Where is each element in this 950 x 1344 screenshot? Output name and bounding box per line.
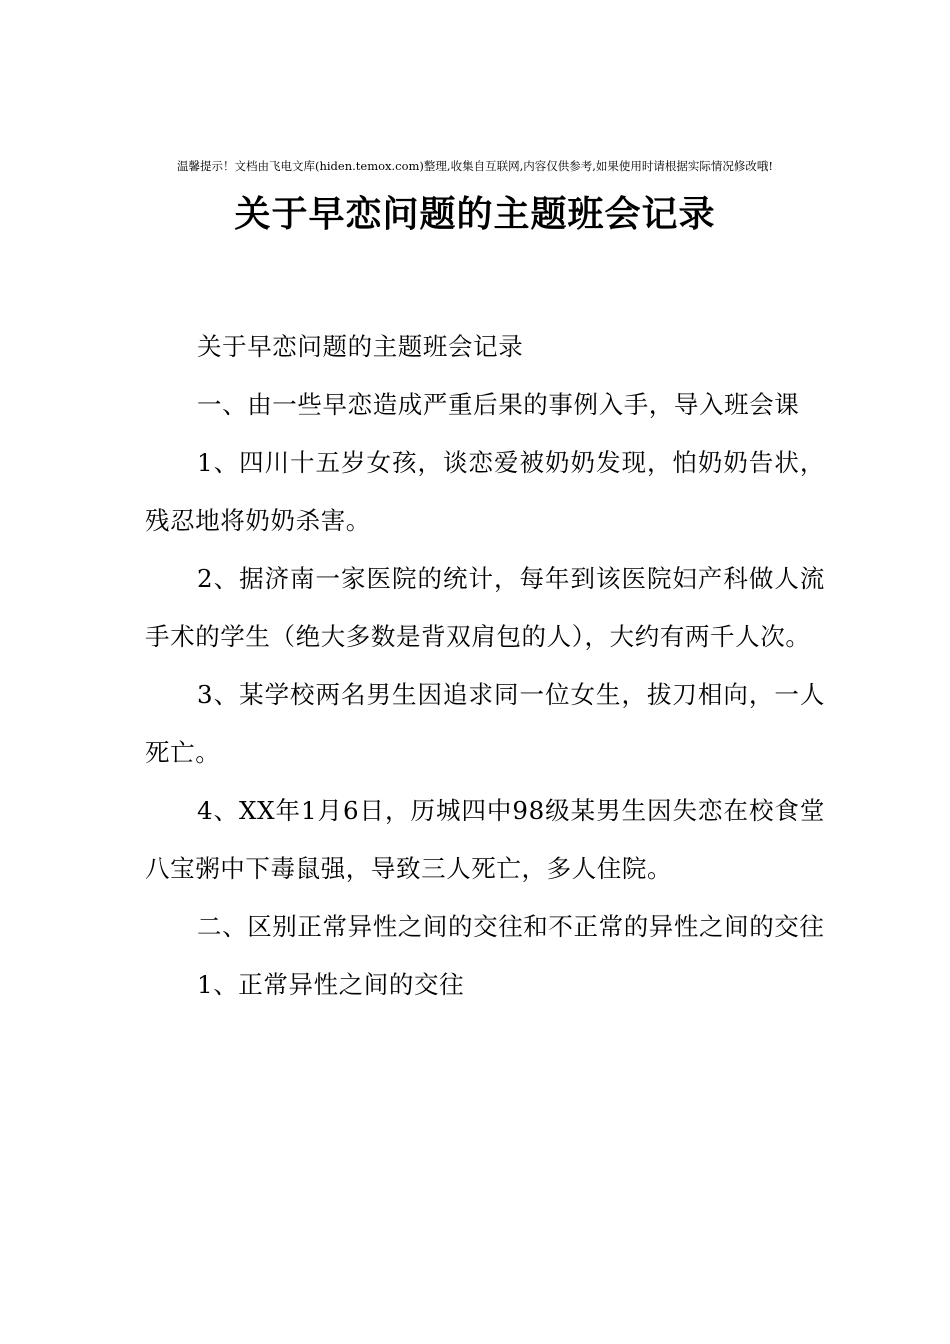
paragraph-item-1: 1、四川十五岁女孩，谈恋爱被奶奶发现，怕奶奶告状，残忍地将奶奶杀害。 [145, 448, 825, 535]
paragraph-subtitle: 关于早恋问题的主题班会记录 [197, 332, 524, 361]
paragraph-section-2: 二、区别正常异性之间的交往和不正常的异性之间的交往 [197, 912, 825, 941]
header-notice: 温馨提示！文档由飞电文库(hiden.temox.com)整理,收集自互联网,内容仅供参考,如果使用时请根据实际情况修改哦! [176, 159, 774, 173]
paragraph-section-1: 一、由一些早恋造成严重后果的事例入手，导入班会课 [197, 390, 800, 419]
paragraph-item-4: 4、XX年1月6日，历城四中98级某男生因失恋在校食堂八宝粥中下毒鼠强，导致三人死亡，多人住院。 [145, 796, 825, 883]
paragraph-item-2: 2、据济南一家医院的统计，每年到该医院妇产科做人流手术的学生（绝大多数是背双肩包的人），大约有两千人次。 [145, 564, 825, 651]
paragraph-item-3: 3、某学校两名男生因追求同一位女生，拔刀相向，一人死亡。 [145, 680, 825, 767]
document-body [145, 318, 825, 1014]
document-title: 关于早恋问题的主题班会记录 [234, 193, 716, 235]
paragraph-item-5: 1、正常异性之间的交往 [197, 970, 465, 999]
